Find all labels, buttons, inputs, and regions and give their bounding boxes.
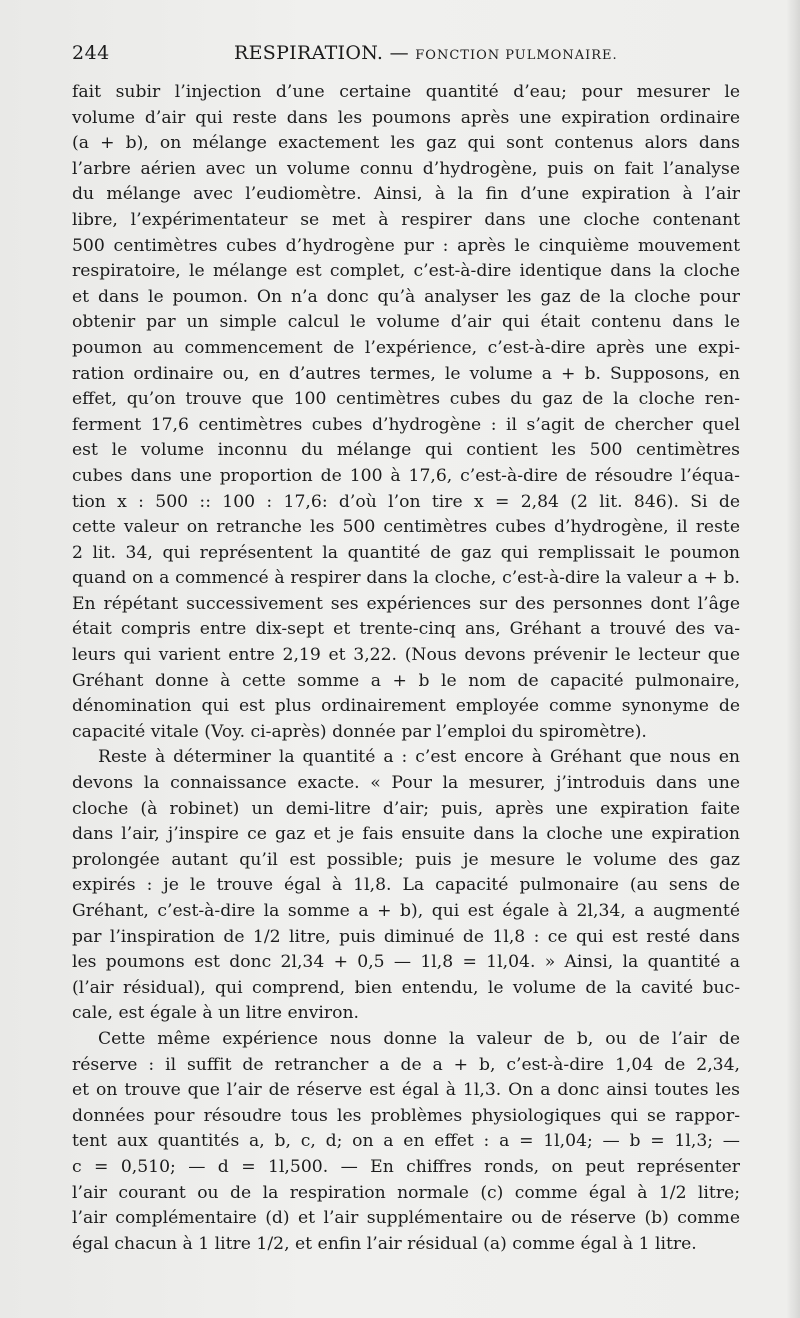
text-line: cubes dans une proportion de 100 à 17,6, c’est-à-dire de résoudre l’équa- — [72, 465, 740, 486]
text-line: l’air courant ou de la respiration normale (c) comme égal à 1/2 litre; — [72, 1182, 740, 1203]
paragraph — [72, 80, 740, 745]
running-header — [72, 40, 740, 74]
text-line: cale, est égale à un litre environ. — [72, 1003, 359, 1024]
text-line: (a + b), on mélange exactement les gaz qui sont contenus alors dans — [72, 133, 740, 154]
text-line: dénomination qui est plus ordinairement employée comme synonyme de — [72, 696, 740, 717]
text-line: du mélange avec l’eudiomètre. Ainsi, à la fin d’une expiration à l’air — [72, 184, 740, 205]
text-line: tion x : 500 :: 100 : 17,6: d’où l’on tire x = 2,84 (2 lit. 846). Si de — [72, 491, 740, 512]
text-line: l’arbre aérien avec un volume connu d’hydrogène, puis on fait l’analyse — [72, 158, 740, 179]
text-line: et dans le poumon. On n’a donc qu’à analyser les gaz de la cloche pour — [72, 286, 740, 307]
text-line: ferment 17,6 centimètres cubes d’hydrogène : il s’agit de chercher quel — [72, 414, 740, 435]
text-line: Gréhant, c’est-à-dire la somme a + b), qui est égale à 2l,34, a augmenté — [72, 901, 740, 921]
header-separator: — — [389, 42, 409, 64]
header-subtitle: FONCTION PULMONAIRE. — [415, 48, 618, 63]
text-line: Reste à déterminer la quantité a : c’est encore à Gréhant que nous en — [98, 747, 740, 768]
text-line: (l’air résidual), qui comprend, bien entendu, le volume de la cavité buc- — [72, 977, 740, 998]
text-line: fait subir l’injection d’une certaine quantité d’eau; pour mesurer le — [72, 82, 740, 102]
text-line: libre, l’expérimentateur se met à respirer dans une cloche contenant — [72, 209, 740, 230]
page-spine-shadow — [786, 0, 800, 1318]
paragraph — [72, 745, 740, 1027]
text-line: ration ordinaire ou, en d’autres termes, le volume a + b. Supposons, en — [72, 363, 740, 384]
text-line: réserve : il suffit de retrancher a de a + b, c’est-à-dire 1,04 de 2,34, — [72, 1054, 740, 1075]
text-line: tent aux quantités a, b, c, d; on a en effet : a = 1l,04; — b = 1l,3; — — [72, 1131, 740, 1152]
text-line: quand on a commencé à respirer dans la cloche, c’est-à-dire la valeur a + b. — [72, 568, 740, 589]
text-line: par l’inspiration de 1/2 litre, puis diminué de 1l,8 : ce qui est resté dans — [72, 926, 740, 947]
body-text — [72, 80, 740, 1257]
text-line: Gréhant donne à cette somme a + b le nom de capacité pulmonaire, — [72, 670, 740, 691]
text-line: Cette même expérience nous donne la valeur de b, ou de l’air de — [98, 1028, 740, 1049]
text-line: cette valeur on retranche les 500 centimètres cubes d’hydrogène, il reste — [72, 517, 740, 538]
text-line: dans l’air, j’inspire ce gaz et je fais ensuite dans la cloche une expiration — [72, 824, 740, 845]
text-line: les poumons est donc 2l,34 + 0,5 — 1l,8 = 1l,04. » Ainsi, la quantité a — [72, 952, 740, 973]
text-line: 2 lit. 34, qui représentent la quantité de gaz qui remplissait le poumon — [72, 542, 740, 563]
header-title: RESPIRATION. — [234, 42, 384, 64]
text-line: devons la connaissance exacte. « Pour la mesurer, j’introduis dans une — [72, 773, 740, 794]
text-line: poumon au commencement de l’expérience, c’est-à-dire après une expi- — [72, 337, 740, 358]
text-line: leurs qui varient entre 2,19 et 3,22. (Nous devons prévenir le lecteur que — [72, 645, 740, 666]
text-line: était compris entre dix-sept et trente-cinq ans, Gréhant a trouvé des va- — [72, 619, 740, 640]
text-line: respiratoire, le mélange est complet, c’est-à-dire identique dans la cloche — [72, 261, 740, 282]
text-line: données pour résoudre tous les problèmes physiologiques qui se rappor- — [72, 1105, 740, 1126]
paragraph — [72, 1027, 740, 1257]
text-line: et on trouve que l’air de réserve est égal à 1l,3. On a donc ainsi toutes les — [72, 1080, 740, 1101]
running-title — [234, 42, 618, 64]
text-line: l’air complémentaire (d) et l’air supplémentaire ou de réserve (b) comme — [72, 1208, 740, 1229]
text-line: est le volume inconnu du mélange qui contient les 500 centimètres — [72, 440, 740, 461]
text-line: expirés : je le trouve égal à 1l,8. La capacité pulmonaire (au sens de — [72, 875, 740, 896]
text-line: obtenir par un simple calcul le volume d’air qui était contenu dans le — [72, 312, 740, 333]
text-line: volume d’air qui reste dans les poumons après une expiration ordinaire — [72, 107, 740, 128]
text-line: 500 centimètres cubes d’hydrogène pur : après le cinquième mouvement — [72, 235, 740, 256]
text-line: c = 0,510; — d = 1l,500. — En chiffres ronds, on peut représenter — [72, 1156, 740, 1177]
page-number: 244 — [72, 42, 110, 64]
text-line: effet, qu’on trouve que 100 centimètres cubes du gaz de la cloche ren- — [72, 389, 740, 410]
text-line: capacité vitale (Voy. ci-après) donnée par l’emploi du spiromètre). — [72, 721, 647, 742]
text-line: égal chacun à 1 litre 1/2, et enfin l’air résidual (a) comme égal à 1 litre. — [72, 1233, 697, 1254]
text-line: cloche (à robinet) un demi-litre d’air; puis, après une expiration faite — [72, 798, 740, 819]
text-line: En répétant successivement ses expériences sur des personnes dont l’âge — [72, 593, 740, 614]
text-line: prolongée autant qu’il est possible; puis je mesure le volume des gaz — [72, 849, 740, 870]
